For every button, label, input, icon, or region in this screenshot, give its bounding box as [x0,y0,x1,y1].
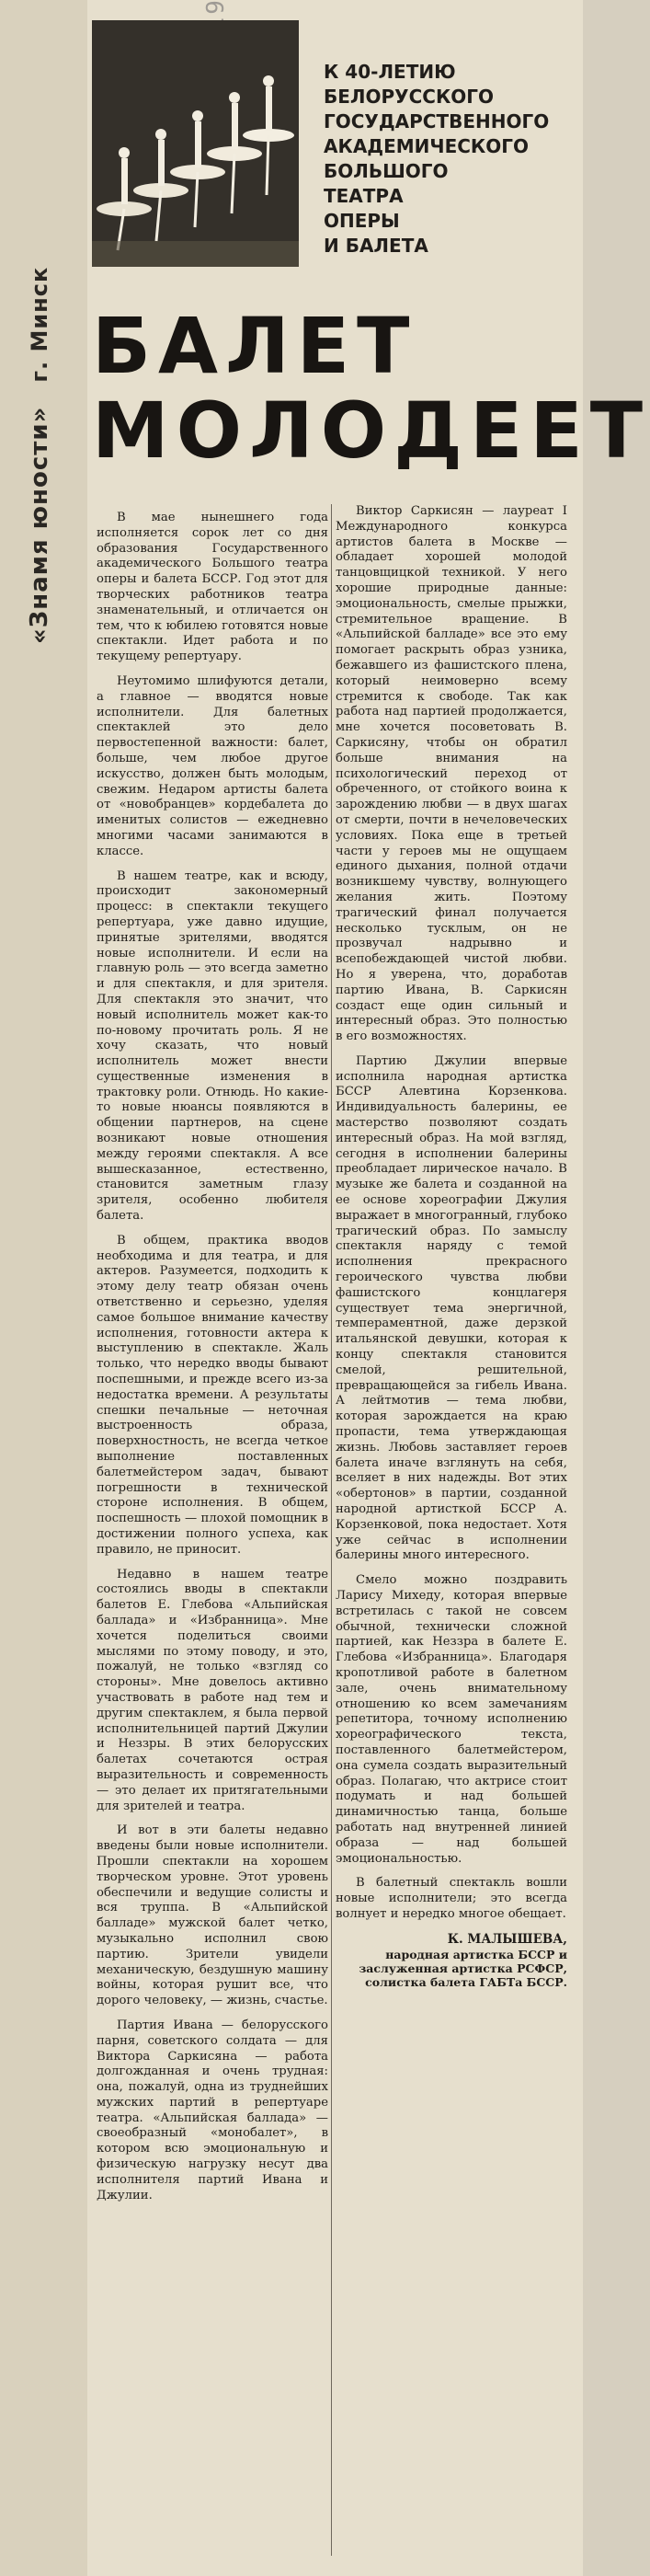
column-divider [331,504,332,2556]
heading-line: И БАЛЕТА [324,235,428,257]
heading-line: ОПЕРЫ [324,210,400,232]
heading-line: К 40-ЛЕТИЮ [324,61,456,83]
author-credentials: народная артистка БССР и заслуженная артистка РСФСР, солистка балета ГАБТа БССР. [359,1947,567,1989]
paragraph: Партия Ивана — белорусского парня, советского солдата — для Виктора Саркисяна — работа долгожданная и очень трудная: она, пожалуй, одна из труднейших мужских партий в репертуаре театра. «Альпийская баллада» — своеобразный «монобалет», в котором всю эмоциональную и физическую нагрузку несут два исполнителя партий Ивана и Джулии. [97,2018,328,2202]
source-stamp [26,267,53,644]
article-column-right [336,504,567,1989]
heading-line: ТЕАТРА [324,185,404,207]
source-name: «Знамя юности» [26,406,53,644]
paragraph: В нашем театре, как и всюду, происходит закономерный процесс: в спектакли текущего репертуара, уже давно идущие, принятые зрителями, вводятся новые исполнители. И если на главную роль — это всегда заметно и для спектакля, и для зрителя. Для спектакля это значит, что новый исполнитель может как-то по-новому прочитать роль. Я не хочу сказать, что новый исполнитель может внести существенные изменения в трактовку роли. Отнюдь. Но какие-то новые нюансы появляются в общении партнеров, на сцене возникают новые отношения между героями спектакля. А все вышесказанное, естественно, становится заметным глазу зрителя, особенно любителя балета. [97,868,328,1224]
paragraph: Неутомимо шлифуются детали, а главное — вводятся новые исполнители. Для балетных спектаклей это дело первостепенной важности: балет, больше, чем любое другое искусство, должен быть молодым, свежим. Недаром артисты балета от «новобранцев» кордебалета до именитых солистов — ежедневно многими часами занимаются в классе. [97,673,328,858]
paragraph: Партию Джулии впервые исполнила народная артистка БССР Алевтина Корзенкова. Индивидуальность балерины, ее мастерство позволяют создать интересный образ. На мой взгляд, сегодня в исполнении балерины преобладает лирическое начало. В музыке же балета и созданной на ее основе хореографии Джулия выражает в многогранный, глубоко трагический образ. По замыслу спектакля наряду с темой исполнения прекрасного героического чувства любви фашистского концлагеря существует тема энергичной, темпераментной, даже дерзкой итальянской девушки, которая к концу спектакля становится смелой, решительной, превращающейся за гибель Ивана. А лейтмотив — тема любви, которая зарождается на краю пропасти, тема утверждающая жизнь. Любовь заставляет героев балета иначе взглянуть на себя, вселяет в них надежды. Вот этих «обертонов» в партии, созданной народной артисткой БССР А. Корзенковой, пока недостает. Хотя уже сейчас в исполнении балерины много интересного. [336,1053,567,1563]
paragraph: В общем, практика вводов необходима и для театра, и для актеров. Разумеется, подходить к этому делу театр обязан очень ответственно и серьезно, уделяя самое большое внимание качеству исполнения, готовности актера к выступлению в спектакле. Жаль только, что нередко вводы бывают поспешными, и прежде всего из-за недостатка времени. А результаты спешки печальные — неточная выстроенность образа, поверхностность, не всегда четкое выполнение поставленных балетмейстером задач, бывают погрешности в технической стороне исполнения. В общем, поспешность — плохой помощник в достижении полного успеха, как правило, не приносит. [97,1233,328,1557]
heading-line: АКАДЕМИЧЕСКОГО [324,135,530,157]
heading-line: ГОСУДАРСТВЕННОГО [324,110,550,132]
paragraph: Недавно в нашем театре состоялись вводы в спектакли балетов Е. Глебова «Альпийская баллада» и «Избранница». Мне хочется поделиться своими мыслями по этому поводу, и это, пожалуй, не только «взгляд со стороны». Мне довелось активно участвовать в работе над тем и другим спектаклем, я была первой исполнительницей партий Джулии и Неззры. В этих белорусских балетах сочетаются острая выразительность и современность — это делает их притягательными для зрителей и театра. [97,1567,328,1813]
author-signature: К. МАЛЫШЕВА, [447,1931,567,1947]
headline-line-2: МОЛОДЕЕТ [92,385,650,476]
source-city: г. Минск [27,266,52,383]
anniversary-heading [324,60,563,259]
ballet-photo [92,20,299,267]
heading-line: БОЛЬШОГО [324,160,449,182]
paragraph: Смело можно поздравить Ларису Михеду, которая впервые встретилась с такой не совсем обычной, технически сложной партией, как Неззра в балете Е. Глебова «Избранница». Благодаря кропотливой работе в балетном зале, очень внимательному отношению ко всем замечаниям репетитора, точному исполнению хореографического текста, поставленного балетмейстером, она сумела создать выразительный образ. Полагаю, что актрисе стоит подумать и над большей динамичностью танца, больше работать над внутренней линией образа — над большей эмоциональностью. [336,1573,567,1866]
paragraph: В мае нынешнего года исполняется сорок лет со дня образования Государственного академического Большого театра оперы и балета БССР. Год этот для творческих работников театра знаменательный, и отличается он тем, что к юбилею готовятся новые спектакли. Идет работа и по текущему репертуару. [97,511,328,664]
heading-line: БЕЛОРУССКОГО [324,86,495,108]
headline-line-1: БАЛЕТ [92,301,417,391]
paragraph: В балетный спектакль вошли новые исполнители; это всегда волнует и нередко многое обещает. [336,1876,567,1921]
paragraph: Виктор Саркисян — лауреат I Международного конкурса артистов балета в Москве — обладает хорошей молодой танцовщицкой техникой. У него хорошие природные данные: эмоциональность, смелые прыжки, стремительное вращение. В «Альпийской балладе» все это ему помогает раскрыть образ узника, бежавшего из фашистского плена, который неимоверно всему стремится к свободе. Так как работа над партией продолжается, мне хочется посоветовать В. Саркисяну, чтобы он обратил больше внимания на психологический переход от обреченного, от стойкого воина к зарождению любви — в двух шагах от смерти, почти в нечеловеческих условиях. Пока еще в третьей части у героев мы не ощущаем единого дыхания, полной отдачи возникшему чувству, волнующего желания жить. Поэтому трагический финал получается несколько тусклым, он не прозвучал надрывно и всепобеждающей чистой любви. Но я уверена, что, доработав партию Ивана, В. Саркисян создаст еще один сильный и интересный образ. Это полностью в его возможностях. [336,504,567,1044]
article-column-left [97,511,328,2213]
article-headline [92,301,650,476]
paragraph: И вот в эти балеты недавно введены были новые исполнители. Прошли спектакли на хорошем творческом уровне. Этот уровень обеспечили и ведущие солисты и вся труппа. В «Альпийской балладе» мужской балет четко, музыкально исполнил свою партию. Зрители увидели механическую, бездушную машину войны, которая рушит все, что дорого человеку, — жизнь, счастье. [97,1823,328,2008]
ballet-dancers-image [92,20,299,267]
